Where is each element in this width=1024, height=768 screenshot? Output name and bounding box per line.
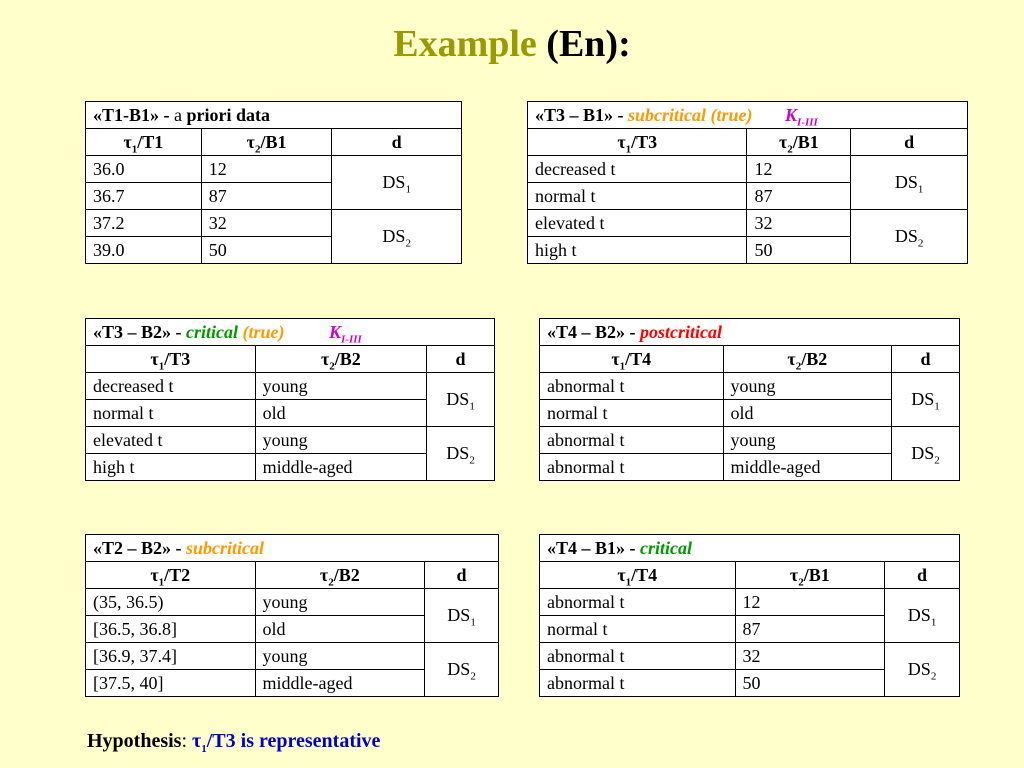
- column-header: d: [332, 129, 462, 156]
- hypothesis-statement: Hypothesis: $\tau_1/T3$ is representative: [87, 730, 381, 755]
- table-row: 36.7 87: [86, 183, 462, 210]
- column-header: $\tau_1/T2$: [86, 562, 256, 589]
- column-header: $\tau_2/B1$: [201, 129, 332, 156]
- column-header: $\tau_1/T3$: [86, 346, 256, 373]
- table-row: abnormal t young $DS_1$: [540, 373, 960, 400]
- column-header: d: [892, 346, 960, 373]
- column-header: $\tau_2/B2$: [255, 346, 427, 373]
- table-row: decreased t 12 $DS_1$: [528, 156, 968, 183]
- table-row: decreased t young $DS_1$: [86, 373, 495, 400]
- column-header: d: [427, 346, 495, 373]
- table-header: «T4 – B1» - critical: [540, 535, 960, 562]
- page-title: [0, 20, 1024, 68]
- table-row: [37.5, 40] middle-aged: [86, 670, 499, 697]
- table-header: «T2 – B2» - subcritical: [86, 535, 499, 562]
- table-row: normal t 87: [540, 616, 960, 643]
- column-header: $\tau_2/B1$: [735, 562, 885, 589]
- column-header: d: [885, 562, 960, 589]
- table-row: abnormal t young $DS_2$: [540, 427, 960, 454]
- column-header: $\tau_2/B2$: [723, 346, 892, 373]
- table-row: high t 50: [528, 237, 968, 264]
- table-row: elevated t 32 $DS_2$: [528, 210, 968, 237]
- table-row: normal t old: [540, 400, 960, 427]
- table-row: 39.0 50: [86, 237, 462, 264]
- table-row: normal t old: [86, 400, 495, 427]
- table-t2-b2: [85, 534, 499, 697]
- title-part1: Example: [393, 23, 537, 65]
- table-row: high t middle-aged: [86, 454, 495, 481]
- table-row: [36.9, 37.4] young $DS_2$: [86, 643, 499, 670]
- table-row: abnormal t 12 $DS_1$: [540, 589, 960, 616]
- table-row: 37.2 32 $DS_2$: [86, 210, 462, 237]
- table-header: «T1-B1» - a priori data: [86, 102, 462, 129]
- column-header: d: [851, 129, 968, 156]
- table-t3-b1: [527, 101, 968, 264]
- table-row: normal t 87: [528, 183, 968, 210]
- table-header: «T3 – B2» - critical (true) $K_{I-III}$: [86, 319, 495, 346]
- table-row: elevated t young $DS_2$: [86, 427, 495, 454]
- table-t3-b2: [85, 318, 495, 481]
- column-header: $\tau_1/T1$: [86, 129, 202, 156]
- table-row: 36.0 12 $DS_1$: [86, 156, 462, 183]
- table-row: [36.5, 36.8] old: [86, 616, 499, 643]
- hypothesis-label: Hypothesis: [87, 730, 182, 752]
- column-header: d: [425, 562, 499, 589]
- table-t4-b2: [539, 318, 960, 481]
- column-header: $\tau_2/B1$: [747, 129, 851, 156]
- table-row: (35, 36.5) young $DS_1$: [86, 589, 499, 616]
- hypothesis-text: $\tau_1/T3$ is representative: [192, 730, 381, 755]
- table-row: abnormal t middle-aged: [540, 454, 960, 481]
- column-header: $\tau_2/B2$: [255, 562, 425, 589]
- title-part2: (En):: [546, 23, 631, 65]
- column-header: $\tau_1/T3$: [528, 129, 747, 156]
- column-header: $\tau_1/T4$: [540, 562, 736, 589]
- table-row: abnormal t 50: [540, 670, 960, 697]
- table-t4-b1: [539, 534, 960, 697]
- table-header: «T3 – B1» - subcritical (true) $K_{I-III}$: [528, 102, 968, 129]
- table-t1-b1: [85, 101, 462, 264]
- table-header: «T4 – B2» - postcritical: [540, 319, 960, 346]
- table-row: abnormal t 32 $DS_2$: [540, 643, 960, 670]
- column-header: $\tau_1/T4$: [540, 346, 724, 373]
